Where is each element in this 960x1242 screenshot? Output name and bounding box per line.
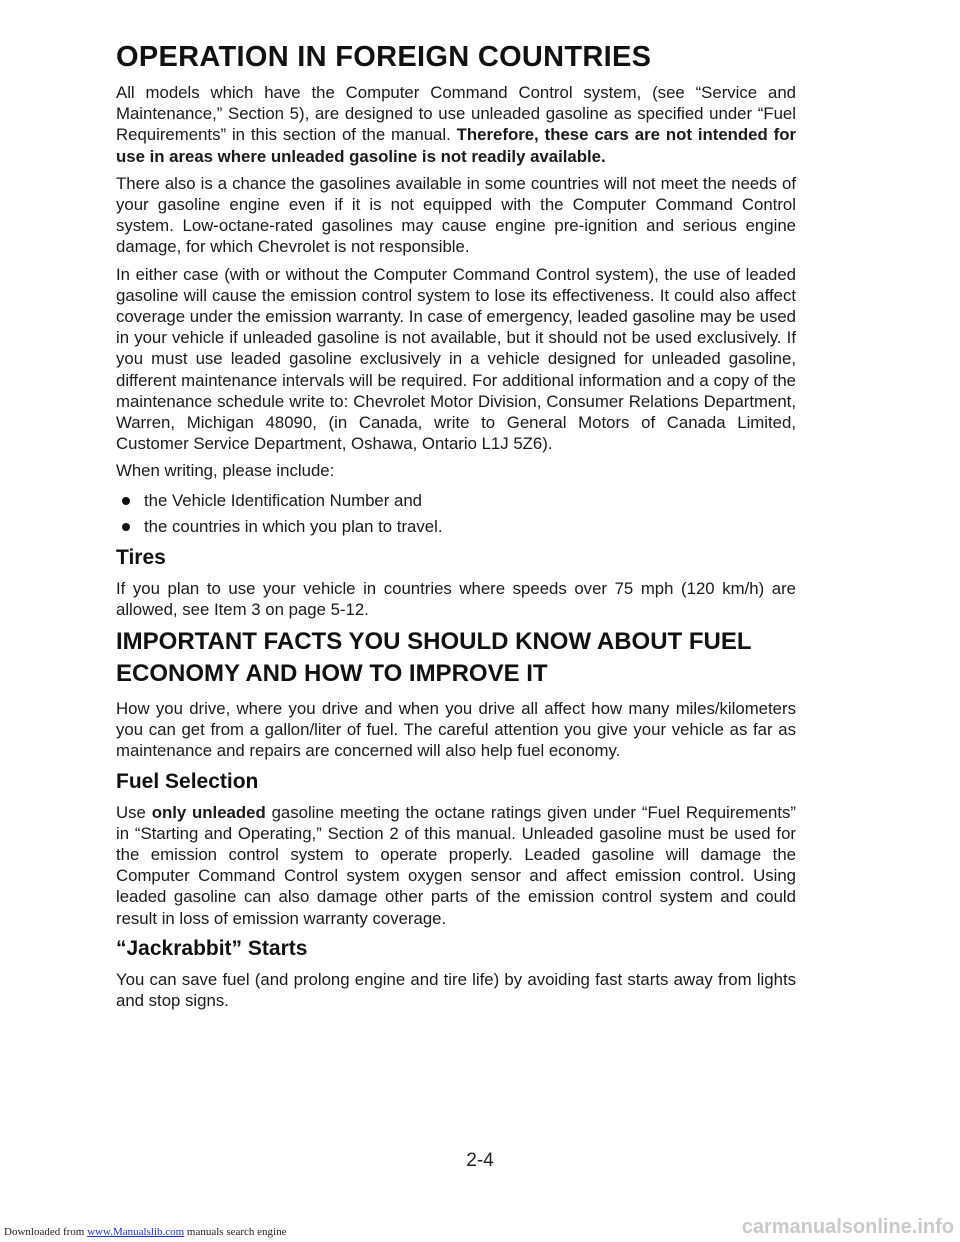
paragraph-fuel-selection (116, 802, 796, 929)
paragraph-text: Use (116, 802, 152, 822)
paragraph-jackrabbit-starts: You can save fuel (and prolong engine and tire life) by avoiding fast starts away from lights and stop signs. (116, 969, 796, 1011)
paragraph-unleaded-requirement (116, 82, 796, 167)
list-item (116, 514, 796, 540)
download-footer (4, 1226, 286, 1238)
footer-prefix: Downloaded from (4, 1226, 85, 1238)
heading-fuel-economy (116, 626, 796, 690)
section-fuel-economy (116, 626, 796, 762)
bullet-icon (122, 497, 130, 505)
list-item (116, 488, 796, 514)
heading-line: ECONOMY AND HOW TO IMPROVE IT (116, 660, 548, 688)
paragraph-when-writing: When writing, please include: (116, 461, 335, 481)
bullet-list (116, 488, 796, 540)
paragraph-fuel-economy: How you drive, where you drive and when you drive all affect how many miles/kilometers you can get from a gallon/liter of fuel. The careful attention you give your vehicle as far as maintenance and repairs are concerned will also help fuel economy. (116, 699, 796, 761)
list-item-text: the countries in which you plan to travel. (144, 516, 443, 536)
heading-foreign-countries: OPERATION IN FOREIGN COUNTRIES (116, 41, 652, 73)
list-item-text: the Vehicle Identification Number and (144, 490, 422, 510)
page-content (116, 40, 796, 1017)
paragraph-gasoline-quality: There also is a chance the gasolines available in some countries will not meet the needs of your gasoline engine even if it is not equipped with the Computer Command Control system. Low-octane-rated gasolines may cause engine pre-ignition and serious engine damage, for which Chevrolet is not responsible. (116, 173, 796, 257)
footer-suffix: manuals search engine (186, 1226, 287, 1238)
manualslib-link[interactable]: www.Manualslib.com (87, 1226, 185, 1238)
paragraph-text: gasoline meeting the octane ratings given under “Fuel Requirements” in “Starting and Operating,” Section 2 of this manual. Unleaded gasoline must be used for the emission control system to operate properly. Leaded gasoline will damage the Computer Command Control system oxygen sensor and affect emission control. Using leaded gasoline can also damage other parts of the emission control system and could result in loss of emission warranty coverage. (116, 802, 796, 928)
page-number: 2-4 (466, 1150, 494, 1171)
bold-only-unleaded: only unleaded (151, 802, 266, 822)
heading-fuel-selection: Fuel Selection (116, 769, 259, 793)
section-tires (116, 544, 796, 620)
paragraph-leaded-gasoline: In either case (with or without the Computer Command Control system), the use of leaded gasoline will cause the emission control system to lose its effectiveness. It could also affect coverage under the emission warranty. In case of emergency, leaded gasoline may be used in your vehicle if unleaded gasoline is not available, but it should not be used exclusively. If you must use leaded gasoline exclusively in a vehicle designed for unleaded gasoline, different maintenance intervals will be required. For additional information and a copy of the maintenance schedule write to: Chevrolet Motor Division, Consumer Relations Department, Warren, Michigan 48090, (in Canada, write to General Motors of Canada Limited, Customer Service Department, Oshawa, Ontario L1J 5Z6). (116, 264, 796, 454)
paragraph-text: All models which have the Computer Command Control system, (see “Service and Maintenance,” Section 5), are designed to use unleaded gasoline as specified under “Fuel Requirements” in this section of the manual. (116, 83, 796, 145)
watermark-text: carmanualsonline.info (741, 1216, 954, 1238)
bullet-icon (122, 523, 130, 531)
section-fuel-selection (116, 768, 796, 929)
bold-warning: Therefore, these cars are not intended for use in areas where unleaded gasoline is not readily available. (116, 125, 796, 166)
heading-tires: Tires (116, 545, 166, 569)
paragraph-tires: If you plan to use your vehicle in countries where speeds over 75 mph (120 km/h) are allowed, see Item 3 on page 5-12. (116, 578, 796, 619)
heading-jackrabbit-starts: “Jackrabbit” Starts (116, 936, 308, 960)
section-jackrabbit-starts (116, 935, 796, 1011)
section-foreign-countries (116, 40, 796, 540)
heading-line: IMPORTANT FACTS YOU SHOULD KNOW ABOUT FUEL (116, 628, 752, 656)
